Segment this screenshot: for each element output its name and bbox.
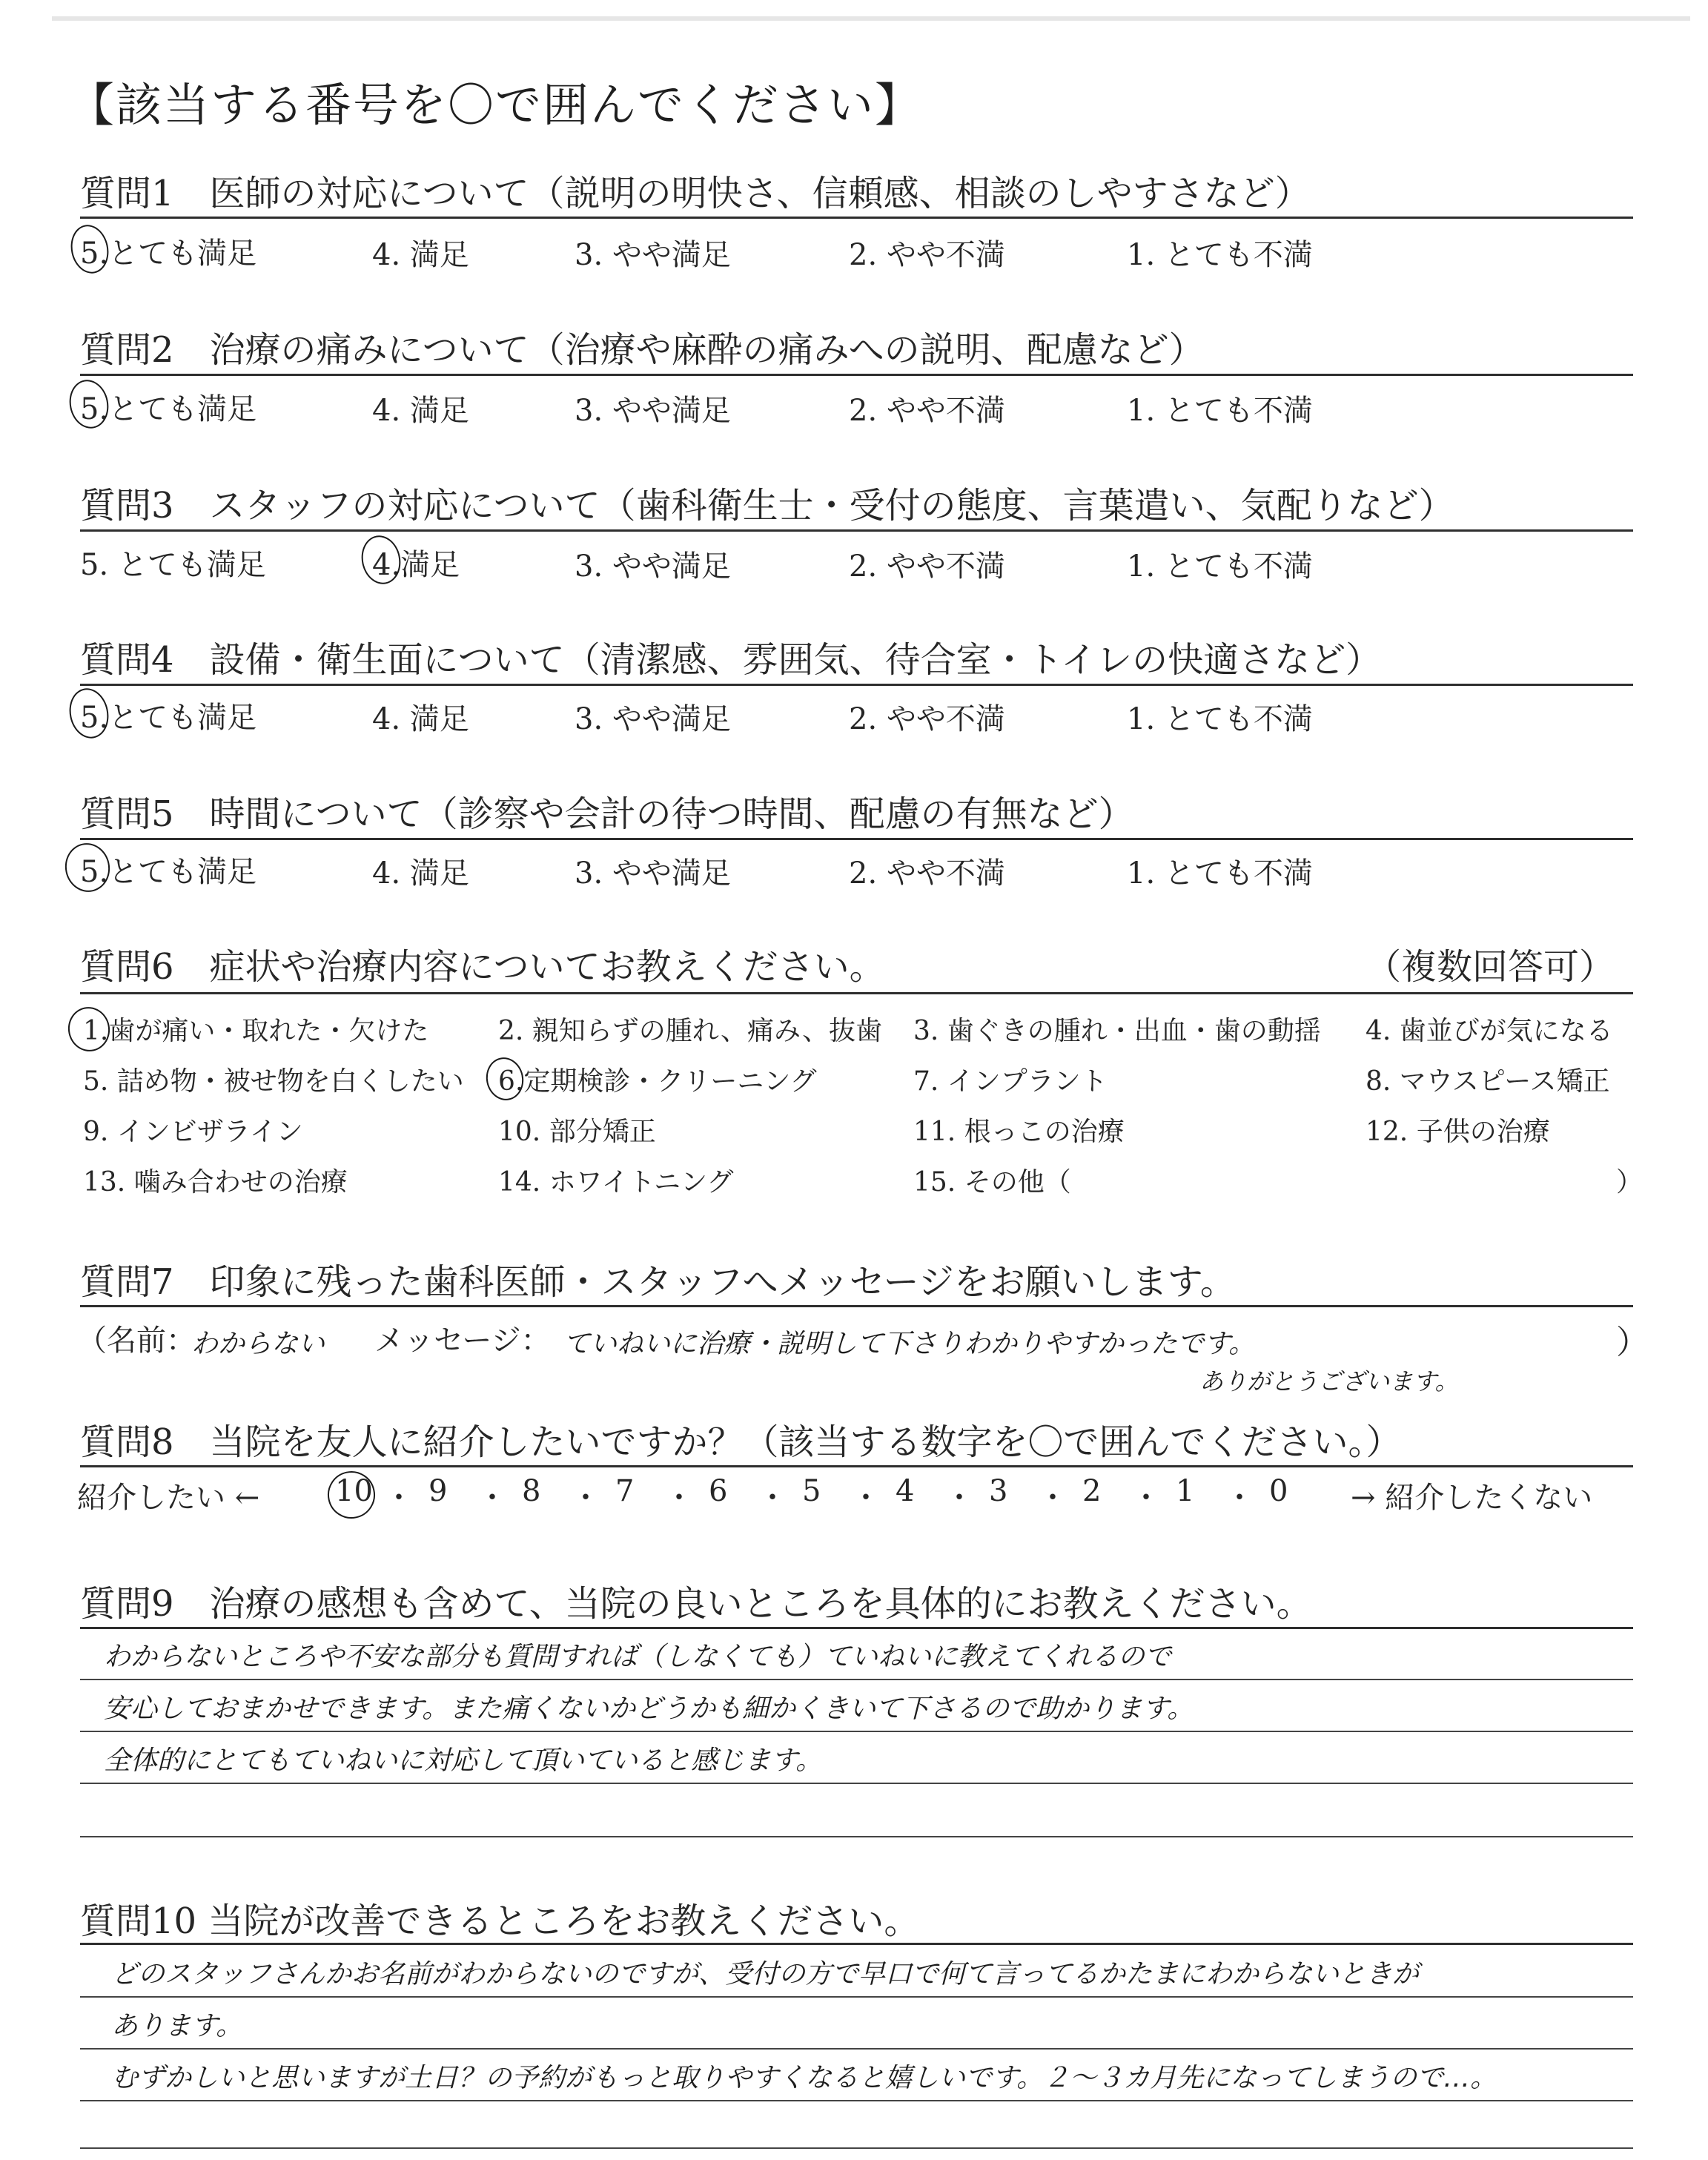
q2-rule xyxy=(80,374,1633,376)
q8-scale-9[interactable]: 9 xyxy=(428,1474,448,1508)
q6-option-13[interactable]: 13. 噛み合わせの治療 xyxy=(83,1167,348,1198)
q9-title: 質問9 治療の感想も含めて、当院の良いところを具体的にお教えください。 xyxy=(80,1583,1312,1625)
q6-title: 質問6 症状や治療内容についてお教えください。 xyxy=(80,946,885,988)
q5-title: 質問5 時間について（診察や会計の待つ時間、配慮の有無など） xyxy=(80,793,1134,835)
q3-option-3[interactable]: 3. やや満足 xyxy=(575,549,731,584)
q1-title: 質問1 医師の対応について（説明の明快さ、信頼感、相談のしやすさなど） xyxy=(80,173,1311,214)
q8-left-label: 紹介したい ← xyxy=(77,1481,260,1515)
q9-answer-line-2[interactable]: 安心しておまかせできます。また痛くないかどうかも細かくきいて下さるので助かります。 xyxy=(104,1694,1194,1724)
q5-option-5[interactable]: 5.とても満足 xyxy=(80,855,257,889)
q7-close-paren: ） xyxy=(1616,1324,1649,1361)
q6-option-8[interactable]: 8. マウスピース矯正 xyxy=(1366,1066,1610,1097)
q1-option-5[interactable]: 5.とても満足 xyxy=(80,237,257,271)
q2-option-2[interactable]: 2. やや不満 xyxy=(849,394,1005,428)
q3-option-1[interactable]: 1. とても不満 xyxy=(1127,549,1313,584)
q9-line-3 xyxy=(80,1783,1633,1784)
q4-option-1[interactable]: 1. とても不満 xyxy=(1127,702,1313,736)
q4-rule xyxy=(80,684,1633,686)
q10-answer-line-3[interactable]: むずかしいと思いますが土日？の予約がもっと取りやすくなると嬉しいです。２～３カ月先になってしまうので…。 xyxy=(111,2063,1497,2093)
q8-rule xyxy=(80,1465,1633,1467)
q1-rule xyxy=(80,217,1633,219)
q9-line-2 xyxy=(80,1731,1633,1732)
q6-option-15[interactable]: 15. その他（ xyxy=(913,1167,1071,1198)
q10-line-4 xyxy=(80,2147,1633,2149)
q8-scale-separator: ・ xyxy=(758,1481,787,1515)
q8-scale-3[interactable]: 3 xyxy=(989,1474,1008,1508)
q7-name-label: （名前： xyxy=(77,1324,196,1358)
q6-option-7[interactable]: 7. インプラント xyxy=(913,1066,1108,1097)
q4-option-3[interactable]: 3. やや満足 xyxy=(575,702,731,736)
q4-option-5[interactable]: 5.とても満足 xyxy=(80,701,257,735)
q8-scale-separator: ・ xyxy=(571,1481,600,1515)
q6-option-5[interactable]: 5. 詰め物・被せ物を白くしたい xyxy=(83,1066,464,1097)
q8-scale-4[interactable]: 4 xyxy=(896,1474,915,1508)
q5-option-2[interactable]: 2. やや不満 xyxy=(849,856,1005,891)
q8-scale-7[interactable]: 7 xyxy=(615,1474,635,1508)
q6-option-12[interactable]: 12. 子供の治療 xyxy=(1366,1117,1550,1147)
q8-scale-1[interactable]: 1 xyxy=(1176,1474,1195,1508)
q9-rule xyxy=(80,1627,1633,1629)
q10-line-3 xyxy=(80,2100,1633,2101)
q8-scale-8[interactable]: 8 xyxy=(522,1474,541,1508)
q2-option-3[interactable]: 3. やや満足 xyxy=(575,394,731,428)
q10-rule xyxy=(80,1943,1633,1945)
q4-option-4[interactable]: 4. 満足 xyxy=(372,702,469,736)
q7-rule xyxy=(80,1305,1633,1307)
q8-scale-0[interactable]: 0 xyxy=(1269,1474,1288,1508)
q3-option-2[interactable]: 2. やや不満 xyxy=(849,549,1005,584)
q9-line-1 xyxy=(80,1679,1633,1680)
q3-rule xyxy=(80,529,1633,532)
q6-option-9[interactable]: 9. インビザライン xyxy=(83,1117,303,1147)
q9-answer-line-1[interactable]: わからないところや不安な部分も質問すれば（しなくても）ていねいに教えてくれるので xyxy=(104,1642,1172,1672)
q6-option-6[interactable]: 6.定期検診・クリーニング xyxy=(498,1066,817,1097)
q6-option-1[interactable]: 1.歯が痛い・取れた・欠けた xyxy=(83,1016,429,1046)
q8-scale-separator: ・ xyxy=(664,1481,694,1515)
q7-title: 質問7 印象に残った歯科医師・スタッフへメッセージをお願いします。 xyxy=(80,1261,1236,1303)
q3-option-4[interactable]: 4.満足 xyxy=(372,548,460,582)
q2-option-4[interactable]: 4. 満足 xyxy=(372,394,469,428)
q8-scale-5[interactable]: 5 xyxy=(802,1474,821,1508)
q8-scale-separator: ・ xyxy=(384,1481,414,1515)
q8-scale-6[interactable]: 6 xyxy=(709,1474,728,1508)
q6-note: （複数回答可） xyxy=(1366,946,1615,988)
q5-option-4[interactable]: 4. 満足 xyxy=(372,856,469,891)
q6-option-3[interactable]: 3. 歯ぐきの腫れ・出血・歯の動揺 xyxy=(913,1016,1321,1046)
q3-option-5[interactable]: 5. とても満足 xyxy=(80,548,266,582)
q10-answer-line-2[interactable]: あります。 xyxy=(111,2011,243,2041)
q6-option-11[interactable]: 11. 根っこの治療 xyxy=(913,1117,1125,1147)
q8-scale-2[interactable]: 2 xyxy=(1082,1474,1102,1508)
q4-option-2[interactable]: 2. やや不満 xyxy=(849,702,1005,736)
q8-scale-separator: ・ xyxy=(1131,1481,1161,1515)
q9-answer-line-3[interactable]: 全体的にとてもていねいに対応して頂いていると感じます。 xyxy=(104,1745,823,1776)
q4-title: 質問4 設備・衛生面について（清潔感、雰囲気、待合室・トイレの快適さなど） xyxy=(80,639,1382,681)
q8-scale-separator: ・ xyxy=(1038,1481,1068,1515)
q8-scale-separator: ・ xyxy=(1225,1481,1254,1515)
q8-scale-10[interactable]: 10 xyxy=(335,1474,373,1508)
q2-option-1[interactable]: 1. とても不満 xyxy=(1127,394,1313,428)
q5-option-1[interactable]: 1. とても不満 xyxy=(1127,856,1313,891)
q1-option-1[interactable]: 1. とても不満 xyxy=(1127,238,1313,272)
q10-title: 質問10 当院が改善できるところをお教えください。 xyxy=(80,1900,920,1942)
q10-line-2 xyxy=(80,2048,1633,2050)
q8-scale-separator: ・ xyxy=(477,1481,507,1515)
q8-right-label: → 紹介したくない xyxy=(1351,1481,1593,1515)
q7-message-value-2[interactable]: ありがとうございます。 xyxy=(1199,1367,1459,1396)
q7-name-value[interactable]: わからない xyxy=(191,1329,325,1359)
q6-option-4[interactable]: 4. 歯並びが気になる xyxy=(1366,1016,1613,1046)
q6-option-15-close: ） xyxy=(1616,1167,1644,1198)
q5-rule xyxy=(80,838,1633,840)
q5-option-3[interactable]: 3. やや満足 xyxy=(575,856,731,891)
q10-line-1 xyxy=(80,1996,1633,1998)
q3-title: 質問3 スタッフの対応について（歯科衛生士・受付の態度、言葉遣い、気配りなど） xyxy=(80,485,1454,526)
q9-line-4 xyxy=(80,1836,1633,1837)
q1-option-4[interactable]: 4. 満足 xyxy=(372,238,469,272)
q6-option-14[interactable]: 14. ホワイトニング xyxy=(498,1167,734,1198)
q1-option-3[interactable]: 3. やや満足 xyxy=(575,238,731,272)
q8-scale-separator: ・ xyxy=(851,1481,881,1515)
q8-title: 質問8 当院を友人に紹介したいですか？（該当する数字を〇で囲んでください。） xyxy=(80,1421,1402,1463)
q2-option-5[interactable]: 5.とても満足 xyxy=(80,392,257,426)
q10-answer-line-1[interactable]: どのスタッフさんかお名前がわからないのですが、受付の方で早口で何て言ってるかたまにわからないときが xyxy=(111,1959,1420,1989)
q6-option-2[interactable]: 2. 親知らずの腫れ、痛み、抜歯 xyxy=(498,1016,883,1046)
page-title: 【該当する番号を〇で囲んでください】 xyxy=(68,78,923,132)
q8-scale-separator: ・ xyxy=(944,1481,974,1515)
q6-rule xyxy=(80,992,1633,994)
scan-edge xyxy=(52,16,1690,21)
q7-message-label: メッセージ： xyxy=(374,1324,551,1358)
q1-option-2[interactable]: 2. やや不満 xyxy=(849,238,1005,272)
q7-message-value[interactable]: ていねいに治療・説明して下さりわかりやすかったです。 xyxy=(563,1329,1256,1359)
q6-option-10[interactable]: 10. 部分矯正 xyxy=(498,1117,656,1147)
q2-title: 質問2 治療の痛みについて（治療や麻酔の痛みへの説明、配慮など） xyxy=(80,329,1205,371)
